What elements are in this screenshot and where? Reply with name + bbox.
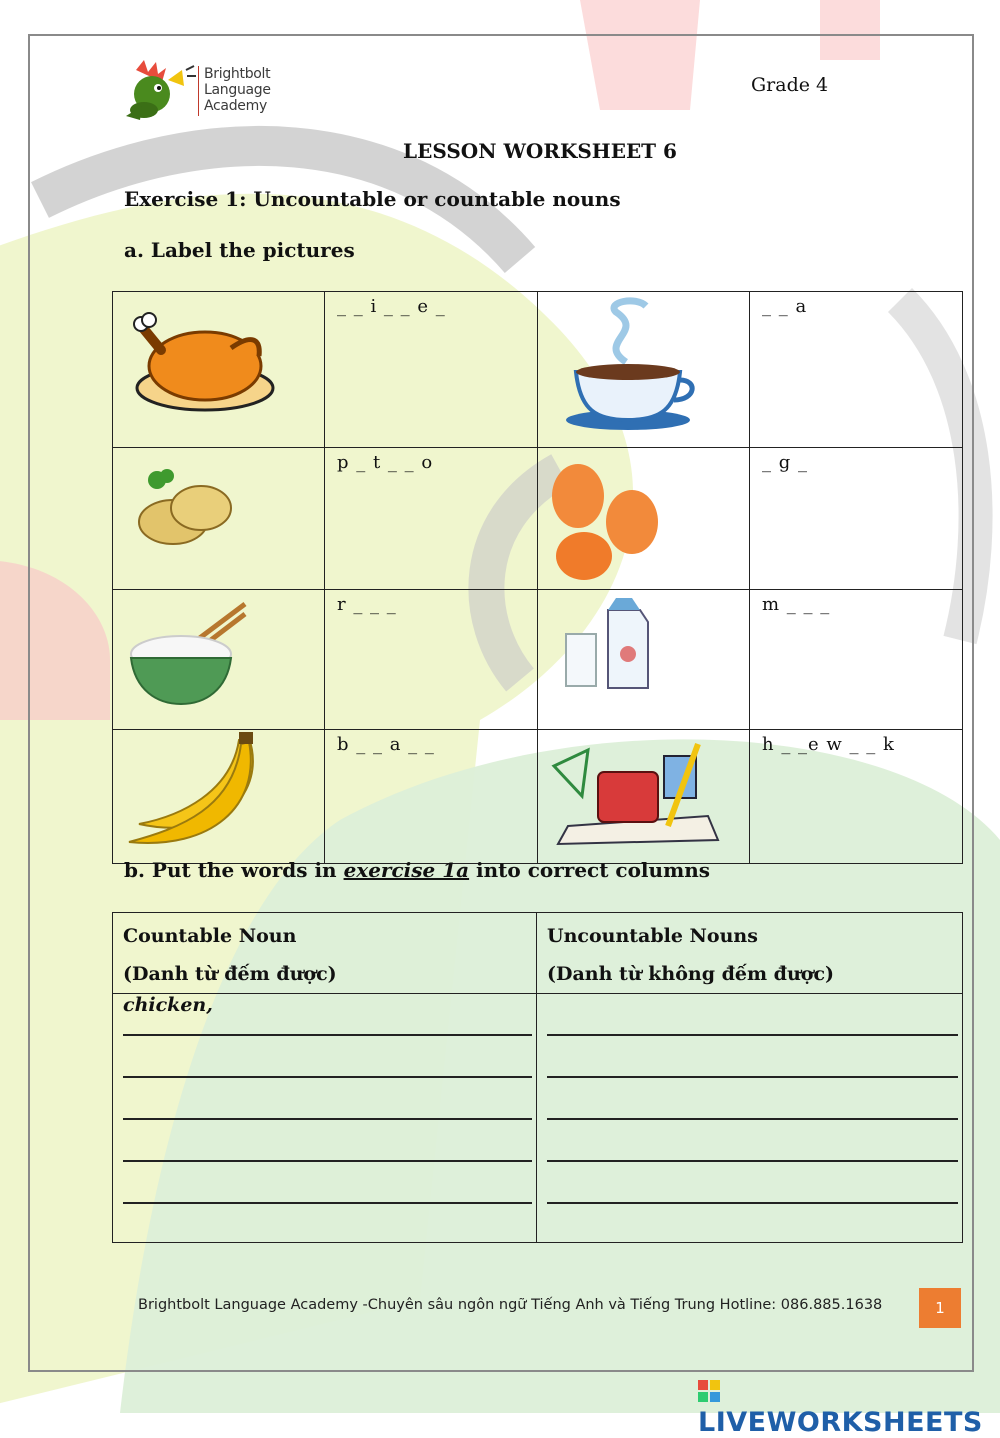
picture-cell [538, 448, 750, 590]
hint-cell[interactable] [325, 590, 538, 730]
word-hint: _ g _ [762, 452, 808, 473]
liveworksheets-logo-icon [698, 1380, 720, 1402]
answer-line[interactable] [547, 1162, 958, 1204]
worksheet-title: LESSON WORKSHEET 6 [403, 139, 677, 163]
table-row [113, 448, 963, 590]
countable-header [113, 913, 537, 994]
table-row [113, 292, 963, 448]
word-hint: h _ _e w _ _ k [762, 734, 895, 755]
answer-line[interactable] [547, 1120, 958, 1162]
exercise-heading: Exercise 1: Uncountable or countable nouns [124, 187, 621, 211]
egg-icon [544, 464, 668, 584]
logo-text: Brightbolt Language Academy [204, 66, 271, 114]
table-row [113, 730, 963, 864]
rice-icon [127, 600, 247, 710]
hint-cell[interactable] [325, 448, 538, 590]
countable-subtitle: (Danh từ đếm được) [123, 963, 337, 985]
footer-text: Brightbolt Language Academy -Chuyên sâu ngôn ngữ Tiếng Anh và Tiếng Trung Hotline: 086.885.1638 [138, 1297, 883, 1313]
example-answer: chicken, [123, 994, 213, 1016]
table-row [113, 590, 963, 730]
hint-cell[interactable] [325, 730, 538, 864]
hint-cell[interactable] [750, 292, 963, 448]
table-row [113, 913, 963, 994]
word-hint: _ _ i _ _ e _ [337, 296, 446, 317]
exercise-reference: exercise 1a [343, 858, 470, 882]
answer-line[interactable] [123, 1120, 532, 1162]
dragon-mascot-icon [122, 56, 200, 124]
answer-line[interactable] [123, 1078, 532, 1120]
word-hint: p _ t _ _ o [337, 452, 434, 473]
uncountable-header [537, 913, 963, 994]
uncountable-title: Uncountable Nouns [547, 925, 758, 947]
grade-label: Grade 4 [751, 74, 829, 96]
picture-cell [538, 292, 750, 448]
picture-cell [113, 730, 325, 864]
milk-icon [558, 594, 658, 694]
banana-icon [121, 732, 269, 850]
hint-cell[interactable] [750, 730, 963, 864]
part-a-heading: a. Label the pictures [124, 238, 355, 262]
label-pictures-table [112, 291, 963, 864]
picture-cell [113, 590, 325, 730]
academy-logo [122, 56, 282, 126]
word-hint: r _ _ _ [337, 594, 397, 615]
homework-icon [548, 736, 728, 846]
hint-cell[interactable] [750, 590, 963, 730]
picture-cell [538, 730, 750, 864]
picture-cell [538, 590, 750, 730]
part-b-heading: b. Put the words in exercise 1a into correct columns [124, 858, 711, 882]
liveworksheets-brand[interactable] [698, 1376, 1000, 1438]
answer-line[interactable] [547, 1036, 958, 1078]
answer-line[interactable] [547, 1078, 958, 1120]
answer-line[interactable] [123, 1162, 532, 1204]
countable-answers [113, 994, 537, 1243]
word-hint: m _ _ _ [762, 594, 831, 615]
picture-cell [113, 292, 325, 448]
countable-title: Countable Noun [123, 925, 297, 947]
chicken-icon [121, 294, 283, 422]
hint-cell[interactable] [750, 448, 963, 590]
answer-line[interactable] [123, 994, 532, 1036]
answer-line[interactable] [123, 1036, 532, 1078]
table-row [113, 994, 963, 1243]
picture-cell [113, 448, 325, 590]
sorting-columns-table [112, 912, 963, 1243]
uncountable-subtitle: (Danh từ không đếm được) [547, 963, 835, 985]
word-hint: b _ _ a _ _ [337, 734, 435, 755]
brand-name: LIVEWORKSHEETS [698, 1407, 983, 1438]
tea-icon [556, 292, 696, 432]
logo-divider [198, 66, 199, 116]
potato-icon [127, 464, 237, 554]
uncountable-answers [537, 994, 963, 1243]
page-number: 1 [919, 1288, 961, 1328]
hint-cell[interactable] [325, 292, 538, 448]
word-hint: _ _ a [762, 296, 808, 317]
answer-line[interactable] [547, 994, 958, 1036]
